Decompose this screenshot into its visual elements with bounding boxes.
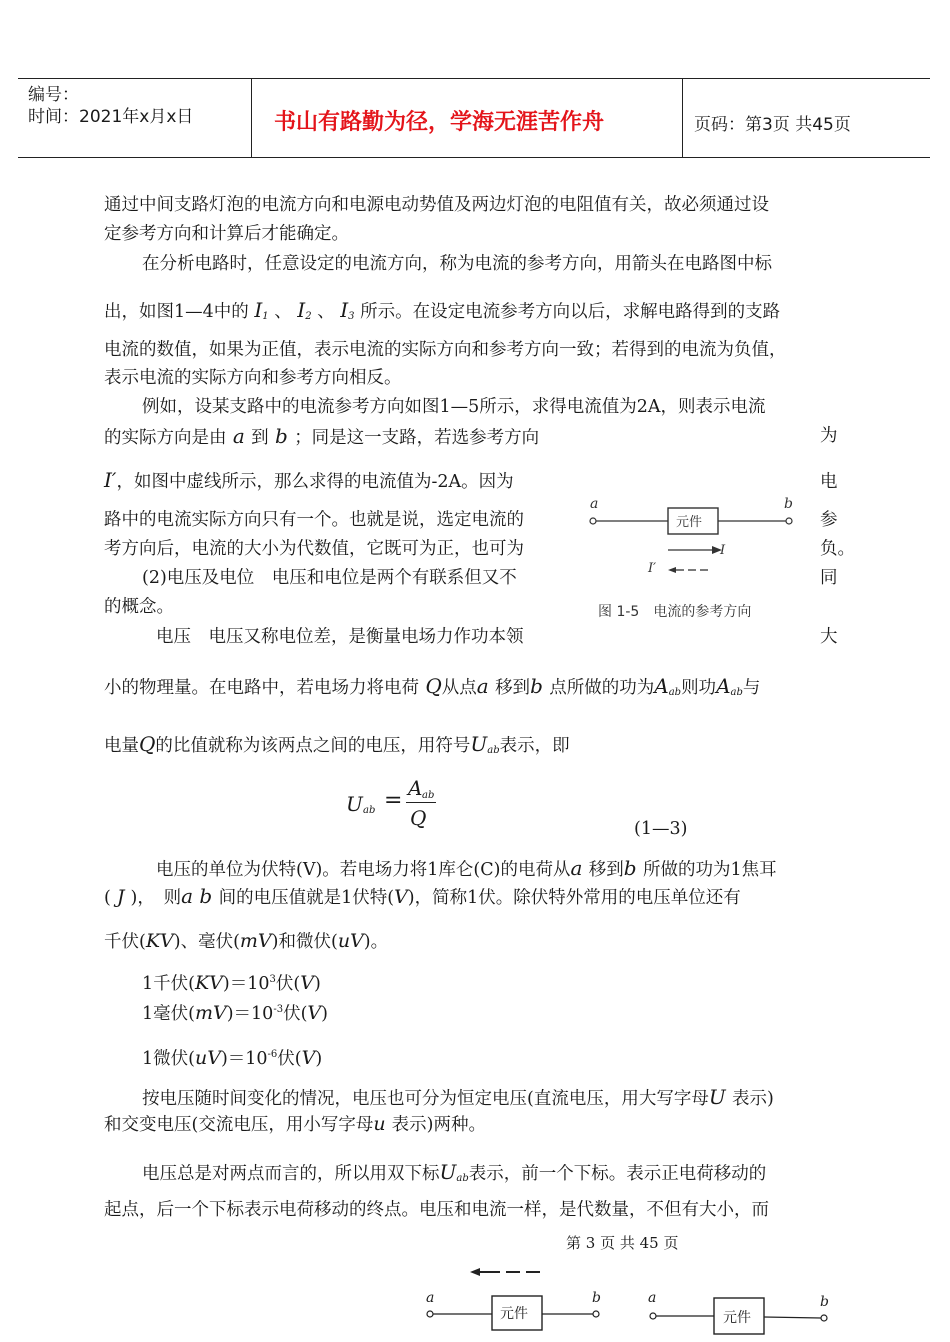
arrowhead-left [668, 567, 676, 573]
terminal-a [427, 1311, 433, 1317]
header-divider [682, 79, 683, 157]
paragraph-line: 表示电流的实际方向和参考方向相反。 [104, 368, 402, 388]
unit-conversion-line: 1微伏$(uV)=10^{-6}$伏(V) [142, 1047, 323, 1069]
paragraph-line: 电压总是对两点而言的，所以用双下标$U_{ab}$表示，前一个下标。表示正电荷移动的 [142, 1160, 767, 1184]
circuit-element-label: 元件 [500, 1306, 528, 1322]
paragraph-line: ( J )， 则a b 间的电压值就是1伏特(V)，简称1伏。除伏特外常用的电压单位还有 [104, 884, 741, 908]
voltage-equation [346, 778, 446, 836]
paragraph-line: 起点，后一个下标表示电荷移动的终点。电压和电流一样，是代数量，不但有大小，而 [104, 1200, 769, 1220]
eq-equals: = [384, 788, 403, 813]
circuit-element-label: 元件 [676, 515, 703, 530]
unit-conversion-line: 1千伏$(KV)=10^3$伏(V) [142, 972, 321, 994]
paragraph-line: 电量Q的比值就称为该两点之间的电压，用符号$U_{ab}$表示，即 [104, 732, 570, 756]
eq-A: A [408, 776, 423, 800]
document-date-label: 时间：2021年x月x日 [28, 107, 194, 127]
arrowhead-left [470, 1268, 480, 1276]
paragraph-line: I′，如图中虚线所示，那么求得的电流值为-2A。因为 [104, 468, 514, 492]
current-label: I [720, 543, 726, 558]
node-a-label: a [590, 496, 599, 512]
footer-page-number: 第 3 页 共 45 页 [566, 1234, 679, 1252]
paragraph-line: 电 [820, 472, 838, 492]
node-a-label: a [426, 1290, 435, 1306]
paragraph-line: 电流的数值，如果为正值，表示电流的实际方向和参考方向一致；若得到的电流为负值， [104, 340, 787, 360]
wire [764, 1317, 821, 1318]
paragraph-line: (2)电压及电位 电压和电位是两个有联系但又不 [142, 568, 517, 588]
paragraph-line: 电压 电压又称电位差，是衡量电场力作功本领 [156, 627, 524, 647]
paragraph-line: 在分析电路时，任意设定的电流方向，称为电流的参考方向，用箭头在电路图中标 [142, 254, 772, 274]
paragraph-line: 定参考方向和计算后才能确定。 [104, 224, 349, 244]
header-motto: 书山有路勤为径，学海无涯苦作舟 [274, 110, 605, 135]
opposite-current-label: I′ [648, 561, 657, 576]
unit-conversion-line: 1毫伏$(mV)=10^{-3}$伏(V) [142, 1002, 328, 1024]
eq-sub: ab [363, 805, 376, 816]
reference-direction-figure [584, 492, 804, 582]
paragraph-line: 路中的电流实际方向只有一个。也就是说，选定电流的 [104, 510, 524, 530]
paragraph-line: 大 [820, 627, 838, 647]
document-number-label: 编号： [28, 85, 79, 105]
paragraph-line: 负。 [820, 539, 855, 559]
terminal-a [650, 1313, 656, 1319]
terminal-b [821, 1315, 827, 1321]
paragraph-line: 同 [820, 568, 838, 588]
paragraph-line: 为 [820, 426, 838, 446]
equation-number: (1—3) [634, 819, 688, 839]
paragraph-line: 考方向后，电流的大小为代数值，它既可为正，也可为 [104, 539, 524, 559]
terminal-b [786, 518, 792, 524]
paragraph-line: 按电压随时间变化的情况，电压也可分为恒定电压(直流电压，用大写字母U 表示) [142, 1085, 774, 1109]
fraction-bar [406, 802, 436, 803]
circuit-element-label: 元件 [723, 1310, 751, 1326]
page-indicator: 页码：第3页 共45页 [694, 115, 851, 135]
node-b-label: b [820, 1294, 829, 1310]
node-b-label: b [592, 1290, 601, 1306]
paragraph-line: 和交变电压(交流电压，用小写字母u 表示)两种。 [104, 1113, 486, 1135]
paragraph-line: 的概念。 [104, 597, 174, 617]
terminal-b [593, 1311, 599, 1317]
paragraph-line: 的实际方向是由 a 到 b ；同是这一支路，若选参考方向 [104, 424, 540, 448]
paragraph-line: 例如，设某支路中的电流参考方向如图1—5所示，求得电流值为2A，则表示电流 [142, 397, 766, 417]
next-page-figure-fragment [418, 1262, 848, 1340]
paragraph-line: 通过中间支路灯泡的电流方向和电源电动势值及两边灯泡的电阻值有关，故必须通过设 [104, 195, 769, 215]
paragraph-line: 电压的单位为伏特(V)。若电场力将1库仑(C)的电荷从a 移到b 所做的功为1焦耳 [156, 856, 777, 880]
eq-U: U [346, 792, 363, 816]
eq-Q: Q [410, 806, 427, 830]
paragraph-line: 千伏(KV)、毫伏(mV)和微伏(uV)。 [104, 930, 389, 952]
eq-sub: ab [422, 790, 435, 801]
node-a-label: a [648, 1290, 657, 1306]
paragraph-line: 出，如图1—4中的 $I_1$ 、 $I_2$ 、 $I_3$ 所示。在设定电流参考方向以后，求解电路得到的支路 [104, 298, 781, 322]
figure-caption: 图 1-5 电流的参考方向 [598, 604, 752, 620]
header-divider [251, 79, 252, 157]
node-b-label: b [784, 496, 793, 512]
paragraph-line: 小的物理量。在电路中，若电场力将电荷 Q从点a 移到b 点所做的功为$A_{ab}$则功$A_{ab}$与 [104, 674, 761, 698]
terminal-a [590, 518, 596, 524]
paragraph-line: 参 [820, 510, 838, 530]
